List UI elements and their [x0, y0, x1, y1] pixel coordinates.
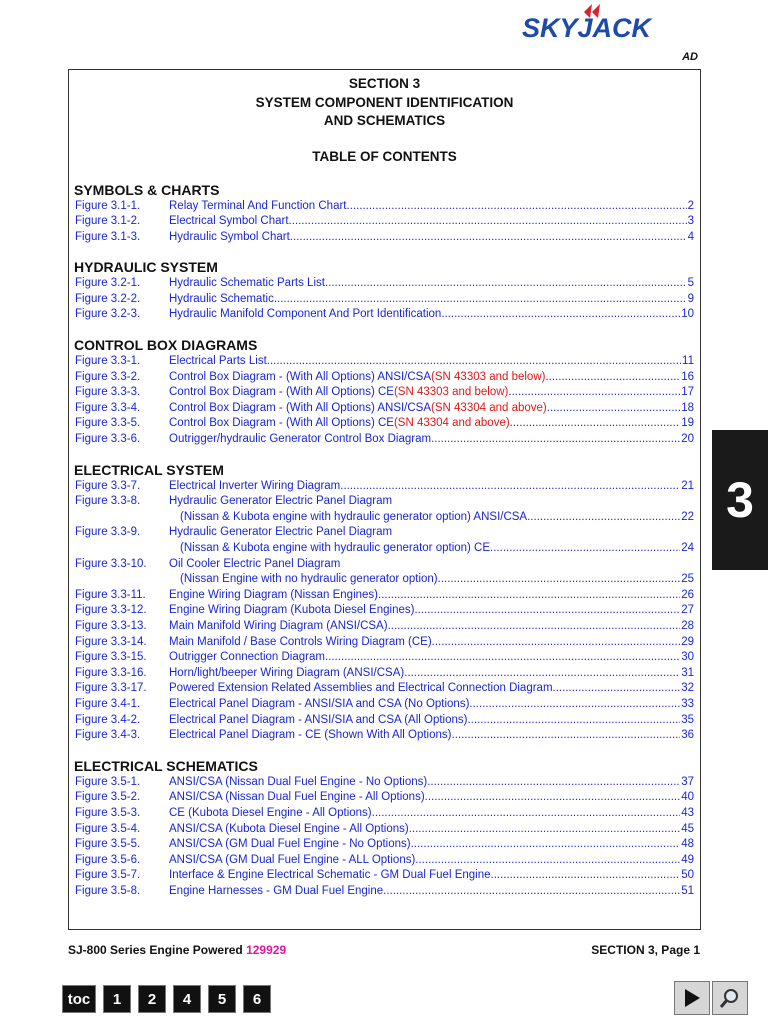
entry-title: Main Manifold / Base Controls Wiring Diagram (CE) [169, 635, 432, 648]
toc-entry[interactable] [69, 588, 700, 604]
toc-entry[interactable] [69, 494, 700, 510]
toc-entry-continuation[interactable] [69, 510, 700, 526]
dot-leader [383, 884, 680, 900]
dot-leader [404, 666, 680, 682]
page-number: 24 [681, 542, 694, 554]
entry-title: Electrical Inverter Wiring Diagram [169, 479, 341, 492]
toc-entry[interactable] [69, 557, 700, 573]
serial-range-note: (SN 43303 and below) [393, 386, 509, 399]
dot-leader [441, 307, 680, 323]
entry-title: Engine Wiring Diagram (Nissan Engines) [169, 588, 378, 601]
figure-number: Figure 3.5-5. [75, 838, 141, 851]
dot-leader [347, 199, 687, 215]
page-number: 18 [681, 401, 694, 414]
dot-leader [340, 479, 680, 495]
page-link-4[interactable]: 4 [173, 985, 201, 1013]
entry-title: Electrical Symbol Chart [169, 215, 289, 228]
page-number: 31 [681, 666, 694, 679]
figure-number: Figure 3.3-17. [75, 682, 147, 695]
toc-entry[interactable] [69, 666, 700, 682]
entry-title: Relay Terminal And Function Chart [169, 199, 347, 212]
section-name-line-2: AND SCHEMATICS [323, 113, 446, 128]
toc-entry[interactable] [69, 525, 700, 541]
toc-entry[interactable] [69, 822, 700, 838]
figure-number: Figure 3.2-2. [75, 292, 141, 305]
page-number: 49 [681, 853, 694, 866]
page-number: 51 [681, 884, 694, 897]
entry-title: Electrical Panel Diagram - ANSI/SIA and CSA (No Options) [169, 697, 470, 710]
serial-range-note: (SN 43304 and above) [431, 401, 547, 414]
toc-entry[interactable] [69, 697, 700, 713]
figure-number: Figure 3.3-13. [75, 619, 147, 632]
toc-entry[interactable] [69, 619, 700, 635]
toc-entry[interactable] [69, 790, 700, 806]
toc-entry[interactable] [69, 868, 700, 884]
group-heading: ELECTRICAL SYSTEM [74, 461, 224, 478]
entry-title: ANSI/CSA (GM Dual Fuel Engine - ALL Options) [169, 853, 416, 866]
entry-title: ANSI/CSA (GM Dual Fuel Engine - No Options) [169, 838, 411, 851]
toc-entry[interactable] [69, 713, 700, 729]
serial-number: 129929 [246, 943, 287, 957]
page-nav [62, 985, 271, 1013]
toc-entry[interactable] [69, 479, 700, 495]
entry-title: Hydraulic Generator Electric Panel Diagram [169, 526, 393, 539]
toc-entry[interactable] [69, 385, 700, 401]
page-number: 16 [681, 370, 694, 383]
dot-leader [289, 214, 687, 230]
serial-range-note: (SN 43303 and below) [431, 370, 546, 383]
entry-subtitle: (Nissan & Kubota engine with hydraulic generator option) ANSI/CSA [180, 510, 528, 523]
toc-entry[interactable] [69, 416, 700, 432]
dot-leader [388, 619, 681, 635]
figure-number: Figure 3.5-8. [75, 884, 141, 897]
toc-button[interactable]: toc [62, 985, 96, 1013]
figure-number: Figure 3.3-10. [75, 557, 147, 570]
entry-title: Control Box Diagram - (With All Options) CE [169, 417, 394, 430]
page-number: 5 [687, 277, 694, 290]
dot-leader [267, 354, 681, 370]
toc-entry[interactable] [69, 681, 700, 697]
dot-leader [290, 230, 687, 246]
figure-number: Figure 3.5-1. [75, 775, 141, 788]
page-number: 36 [681, 729, 694, 742]
figure-number: Figure 3.1-3. [75, 230, 141, 243]
brand-logo-text: SKYJACK [522, 13, 652, 43]
page-number: 28 [681, 619, 694, 632]
group-heading: CONTROL BOX DIAGRAMS [74, 337, 258, 354]
toc-entry[interactable] [69, 806, 700, 822]
entry-title: Control Box Diagram - (With All Options) CE [169, 386, 394, 399]
entry-title: Hydraulic Symbol Chart [169, 230, 290, 243]
toc-entry[interactable] [69, 650, 700, 666]
figure-number: Figure 3.1-1. [75, 199, 141, 212]
page-number: 11 [682, 355, 694, 368]
group-heading: SYMBOLS & CHARTS [74, 181, 220, 198]
figure-number: Figure 3.3-1. [75, 355, 141, 368]
skyjack-logo [520, 4, 676, 44]
entry-title: Electrical Panel Diagram - CE (Shown With All Options) [169, 729, 452, 742]
toc-entry[interactable] [69, 292, 700, 308]
dot-leader [490, 541, 680, 557]
toc-frame [68, 69, 701, 930]
toc-entry[interactable] [69, 199, 700, 215]
page-number: 37 [681, 775, 694, 788]
dot-leader [409, 822, 681, 838]
entry-title: Engine Wiring Diagram (Kubota Diesel Engines) [169, 604, 415, 617]
dot-leader [547, 401, 680, 417]
dot-leader [545, 370, 680, 386]
dot-leader [415, 853, 680, 869]
section-tab[interactable]: 3 [712, 430, 768, 570]
document-code: AD [682, 51, 698, 63]
entry-title: Control Box Diagram - (With All Options) ANSI/CSA [169, 370, 432, 383]
dot-leader [325, 276, 687, 292]
figure-number: Figure 3.1-2. [75, 215, 141, 228]
dot-leader [469, 697, 680, 713]
dot-leader [274, 292, 687, 308]
dot-leader [427, 775, 680, 791]
toc-entry[interactable] [69, 775, 700, 791]
figure-number: Figure 3.4-2. [75, 713, 141, 726]
next-button[interactable] [674, 981, 710, 1015]
toc-entry-continuation[interactable] [69, 541, 700, 557]
entry-title: ANSI/CSA (Nissan Dual Fuel Engine - All Options) [169, 791, 425, 804]
entry-subtitle: (Nissan Engine with no hydraulic generator option) [180, 573, 438, 586]
dot-leader [414, 603, 680, 619]
dot-leader [452, 728, 681, 744]
page-number: 43 [681, 806, 694, 819]
toc-entry[interactable] [69, 214, 700, 230]
figure-number: Figure 3.3-5. [75, 417, 141, 430]
toc-list [69, 182, 700, 900]
page-number: 45 [681, 822, 694, 835]
zoom-button[interactable] [712, 981, 748, 1015]
group-heading: ELECTRICAL SCHEMATICS [74, 757, 258, 774]
entry-title: Engine Harnesses - GM Dual Fuel Engine [169, 884, 384, 897]
entry-title: Electrical Parts List [169, 355, 267, 368]
entry-subtitle: (Nissan & Kubota engine with hydraulic generator option) CE [180, 542, 491, 554]
figure-number: Figure 3.5-4. [75, 822, 141, 835]
dot-leader [431, 432, 680, 448]
dot-leader [438, 572, 681, 588]
section-number: SECTION 3 [348, 76, 421, 91]
figure-number: Figure 3.3-4. [75, 401, 141, 414]
figure-number: Figure 3.5-7. [75, 869, 141, 882]
page-number: 10 [681, 308, 694, 321]
toc-entry[interactable] [69, 354, 700, 370]
toc-entry[interactable] [69, 230, 700, 246]
figure-number: Figure 3.3-7. [75, 479, 141, 492]
toc-entry[interactable] [69, 635, 700, 651]
figure-number: Figure 3.5-3. [75, 806, 141, 819]
page-number: 4 [687, 230, 694, 243]
entry-title: Control Box Diagram - (With All Options) ANSI/CSA [169, 401, 432, 414]
figure-number: Figure 3.2-3. [75, 308, 141, 321]
figure-number: Figure 3.3-6. [75, 433, 141, 446]
page-number: 17 [681, 386, 694, 399]
model-text: SJ-800 Series Engine Powered [68, 943, 247, 957]
entry-title: Hydraulic Schematic [169, 292, 274, 305]
toc-entry[interactable] [69, 370, 700, 386]
serial-range-note: (SN 43304 and above) [393, 417, 510, 430]
page-number: 48 [681, 838, 694, 851]
entry-title: Oil Cooler Electric Panel Diagram [169, 557, 341, 570]
toc-entry[interactable] [69, 603, 700, 619]
toc-entry[interactable] [69, 307, 700, 323]
figure-number: Figure 3.2-1. [75, 277, 141, 290]
entry-title: CE (Kubota Diesel Engine - All Options) [169, 806, 372, 819]
page-number: 9 [687, 292, 694, 305]
toc-heading: TABLE OF CONTENTS [312, 148, 457, 164]
page-number: 3 [687, 215, 694, 228]
figure-number: Figure 3.3-3. [75, 386, 141, 399]
dot-leader [467, 713, 680, 729]
toc-entry[interactable] [69, 837, 700, 853]
page-link-6[interactable]: 6 [243, 985, 271, 1013]
entry-title: Horn/light/beeper Wiring Diagram (ANSI/CSA) [169, 666, 405, 679]
dot-leader [372, 806, 681, 822]
toc-entry[interactable] [69, 401, 700, 417]
toc-entry[interactable] [69, 853, 700, 869]
toc-entry[interactable] [69, 276, 700, 292]
dot-leader [553, 681, 681, 697]
magnifier-icon [719, 987, 741, 1009]
toc-entry[interactable] [69, 728, 700, 744]
figure-number: Figure 3.3-16. [75, 666, 147, 679]
footer-model [68, 943, 286, 957]
entry-title: ANSI/CSA (Nissan Dual Fuel Engine - No Options) [169, 775, 428, 788]
dot-leader [325, 650, 680, 666]
figure-number: Figure 3.3-2. [75, 370, 141, 383]
dot-leader [508, 385, 680, 401]
figure-number: Figure 3.5-2. [75, 791, 141, 804]
figure-number: Figure 3.3-12. [75, 604, 147, 617]
page-number: 29 [681, 635, 694, 648]
page-number: 40 [681, 791, 694, 804]
dot-leader [527, 510, 680, 526]
dot-leader [491, 868, 681, 884]
figure-number: Figure 3.3-8. [75, 495, 141, 508]
page-link-5[interactable]: 5 [208, 985, 236, 1013]
page-number: 33 [681, 697, 694, 710]
page-number: 20 [681, 433, 694, 446]
entry-title: Interface & Engine Electrical Schematic - GM Dual Fuel Engine [169, 869, 491, 882]
page-number: 25 [681, 573, 694, 586]
figure-number: Figure 3.4-1. [75, 697, 141, 710]
page-number: 22 [681, 510, 694, 523]
entry-title: Main Manifold Wiring Diagram (ANSI/CSA) [169, 619, 388, 632]
page-number: 32 [681, 682, 694, 695]
play-icon [683, 988, 701, 1008]
entry-title: ANSI/CSA (Kubota Diesel Engine - All Options) [169, 822, 409, 835]
entry-title: Outrigger Connection Diagram [169, 651, 325, 664]
dot-leader [432, 635, 681, 651]
toc-entry[interactable] [69, 884, 700, 900]
entry-title: Powered Extension Related Assemblies and Electrical Connection Diagram [169, 682, 553, 695]
figure-number: Figure 3.3-14. [75, 635, 147, 648]
page-link-2[interactable]: 2 [138, 985, 166, 1013]
section-name-line-1: SYSTEM COMPONENT IDENTIFICATION [255, 94, 514, 110]
page-number: 27 [681, 604, 694, 617]
footer-page: SECTION 3, Page 1 [591, 943, 700, 957]
dot-leader [378, 588, 680, 604]
figure-number: Figure 3.3-11. [75, 588, 146, 601]
entry-title: Electrical Panel Diagram - ANSI/SIA and CSA (All Options) [169, 713, 468, 726]
entry-title: Hydraulic Schematic Parts List [169, 277, 325, 290]
dot-leader [510, 416, 681, 432]
page-number: 50 [681, 869, 694, 882]
figure-number: Figure 3.3-9. [75, 526, 141, 539]
entry-title: Outrigger/hydraulic Generator Control Box Diagram [169, 433, 432, 446]
page-number: 26 [681, 588, 694, 601]
entry-title: Hydraulic Generator Electric Panel Diagram [169, 495, 393, 508]
page-number: 19 [681, 417, 694, 430]
page-number: 35 [681, 713, 694, 726]
entry-title: Hydraulic Manifold Component And Port Identification [169, 308, 442, 321]
page-number: 2 [687, 199, 694, 212]
toc-entry[interactable] [69, 432, 700, 448]
page-number: 30 [681, 651, 694, 664]
figure-number: Figure 3.4-3. [75, 729, 141, 742]
section-title [69, 75, 700, 131]
dot-leader [411, 837, 681, 853]
group-heading: HYDRAULIC SYSTEM [74, 259, 218, 276]
page-link-1[interactable]: 1 [103, 985, 131, 1013]
figure-number: Figure 3.5-6. [75, 853, 141, 866]
page-number: 21 [681, 479, 694, 492]
figure-number: Figure 3.3-15. [75, 651, 147, 664]
dot-leader [425, 790, 681, 806]
toc-entry-continuation[interactable] [69, 572, 700, 588]
